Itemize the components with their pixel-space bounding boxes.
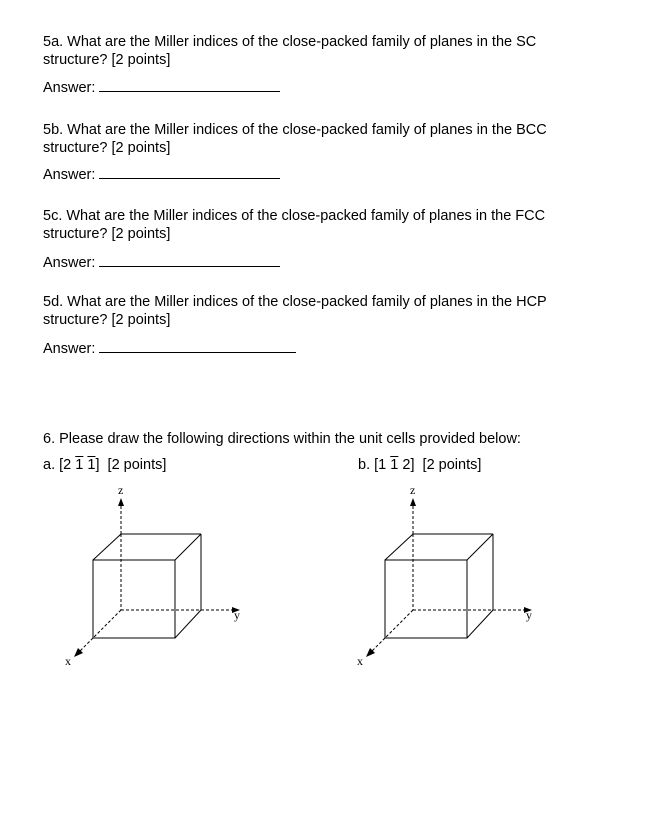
question-5c-prompt: 5c. What are the Miller indices of the close-packed family of planes in the FCC structure? bbox=[43, 208, 546, 242]
unit-cell-b-z-arrow-icon bbox=[410, 498, 416, 506]
answer-5d bbox=[43, 338, 296, 358]
unit-cell-b-right-bottom-edge bbox=[467, 610, 493, 638]
answer-5d-blank[interactable] bbox=[99, 338, 296, 353]
unit-cell-b-x-label: x bbox=[357, 654, 363, 668]
question-6-prompt: 6. Please draw the following directions within the unit cells provided below: bbox=[43, 431, 521, 447]
answer-5a-blank[interactable] bbox=[99, 77, 280, 92]
question-6b bbox=[358, 456, 481, 474]
unit-cell-b-back-left-edge bbox=[385, 610, 413, 638]
answer-5d-label: Answer: bbox=[43, 341, 96, 357]
question-5d-points: [2 points] bbox=[111, 312, 171, 328]
question-5d-prompt: 5d. What are the Miller indices of the close-packed family of planes in the HCP structure? bbox=[43, 294, 547, 328]
unit-cell-a[interactable] bbox=[60, 484, 260, 674]
unit-cell-a-right-bottom-edge bbox=[175, 610, 201, 638]
question-5b-prompt: 5b. What are the Miller indices of the close-packed family of planes in the BCC structure? bbox=[43, 122, 547, 156]
question-5c bbox=[43, 207, 603, 243]
answer-5a-label: Answer: bbox=[43, 80, 96, 96]
unit-cell-a-z-arrow-icon bbox=[118, 498, 124, 506]
unit-cell-a-y-label: y bbox=[234, 608, 240, 622]
question-5d bbox=[43, 293, 603, 329]
question-5b bbox=[43, 121, 603, 157]
question-5b-points: [2 points] bbox=[111, 140, 171, 156]
answer-5c-blank[interactable] bbox=[99, 252, 280, 267]
question-5a bbox=[43, 33, 603, 69]
unit-cell-a-x-label: x bbox=[65, 654, 71, 668]
question-6b-points: [2 points] bbox=[422, 457, 482, 473]
question-6b-label: b. bbox=[358, 457, 371, 473]
unit-cell-b-top-left-edge bbox=[385, 534, 413, 560]
answer-5b bbox=[43, 164, 280, 184]
unit-cell-a-top-left-edge bbox=[93, 534, 121, 560]
answer-5c bbox=[43, 252, 280, 272]
question-5a-points: [2 points] bbox=[111, 52, 171, 68]
answer-5a bbox=[43, 77, 280, 97]
question-5c-points: [2 points] bbox=[111, 226, 171, 242]
unit-cell-b-y-label: y bbox=[526, 608, 532, 622]
question-6a-points: [2 points] bbox=[107, 457, 167, 473]
question-6b-direction: [1 1 2] bbox=[374, 457, 415, 473]
unit-cell-a-z-label: z bbox=[118, 483, 124, 497]
unit-cell-a-back-left-edge bbox=[93, 610, 121, 638]
question-6a bbox=[43, 456, 166, 474]
answer-5c-label: Answer: bbox=[43, 255, 96, 271]
unit-cell-b-top-right-edge bbox=[467, 534, 493, 560]
question-6a-label: a. bbox=[43, 457, 56, 473]
answer-5b-blank[interactable] bbox=[99, 164, 280, 179]
unit-cell-b-x-axis bbox=[372, 638, 385, 651]
unit-cell-b-z-label: z bbox=[410, 483, 416, 497]
unit-cell-a-top-right-edge bbox=[175, 534, 201, 560]
unit-cell-a-x-axis bbox=[80, 638, 93, 651]
question-6a-direction: [2 1 1] bbox=[59, 457, 100, 473]
question-5a-prompt: 5a. What are the Miller indices of the close-packed family of planes in the SC structure? bbox=[43, 34, 537, 68]
unit-cell-b[interactable] bbox=[352, 484, 552, 674]
answer-5b-label: Answer: bbox=[43, 167, 96, 183]
